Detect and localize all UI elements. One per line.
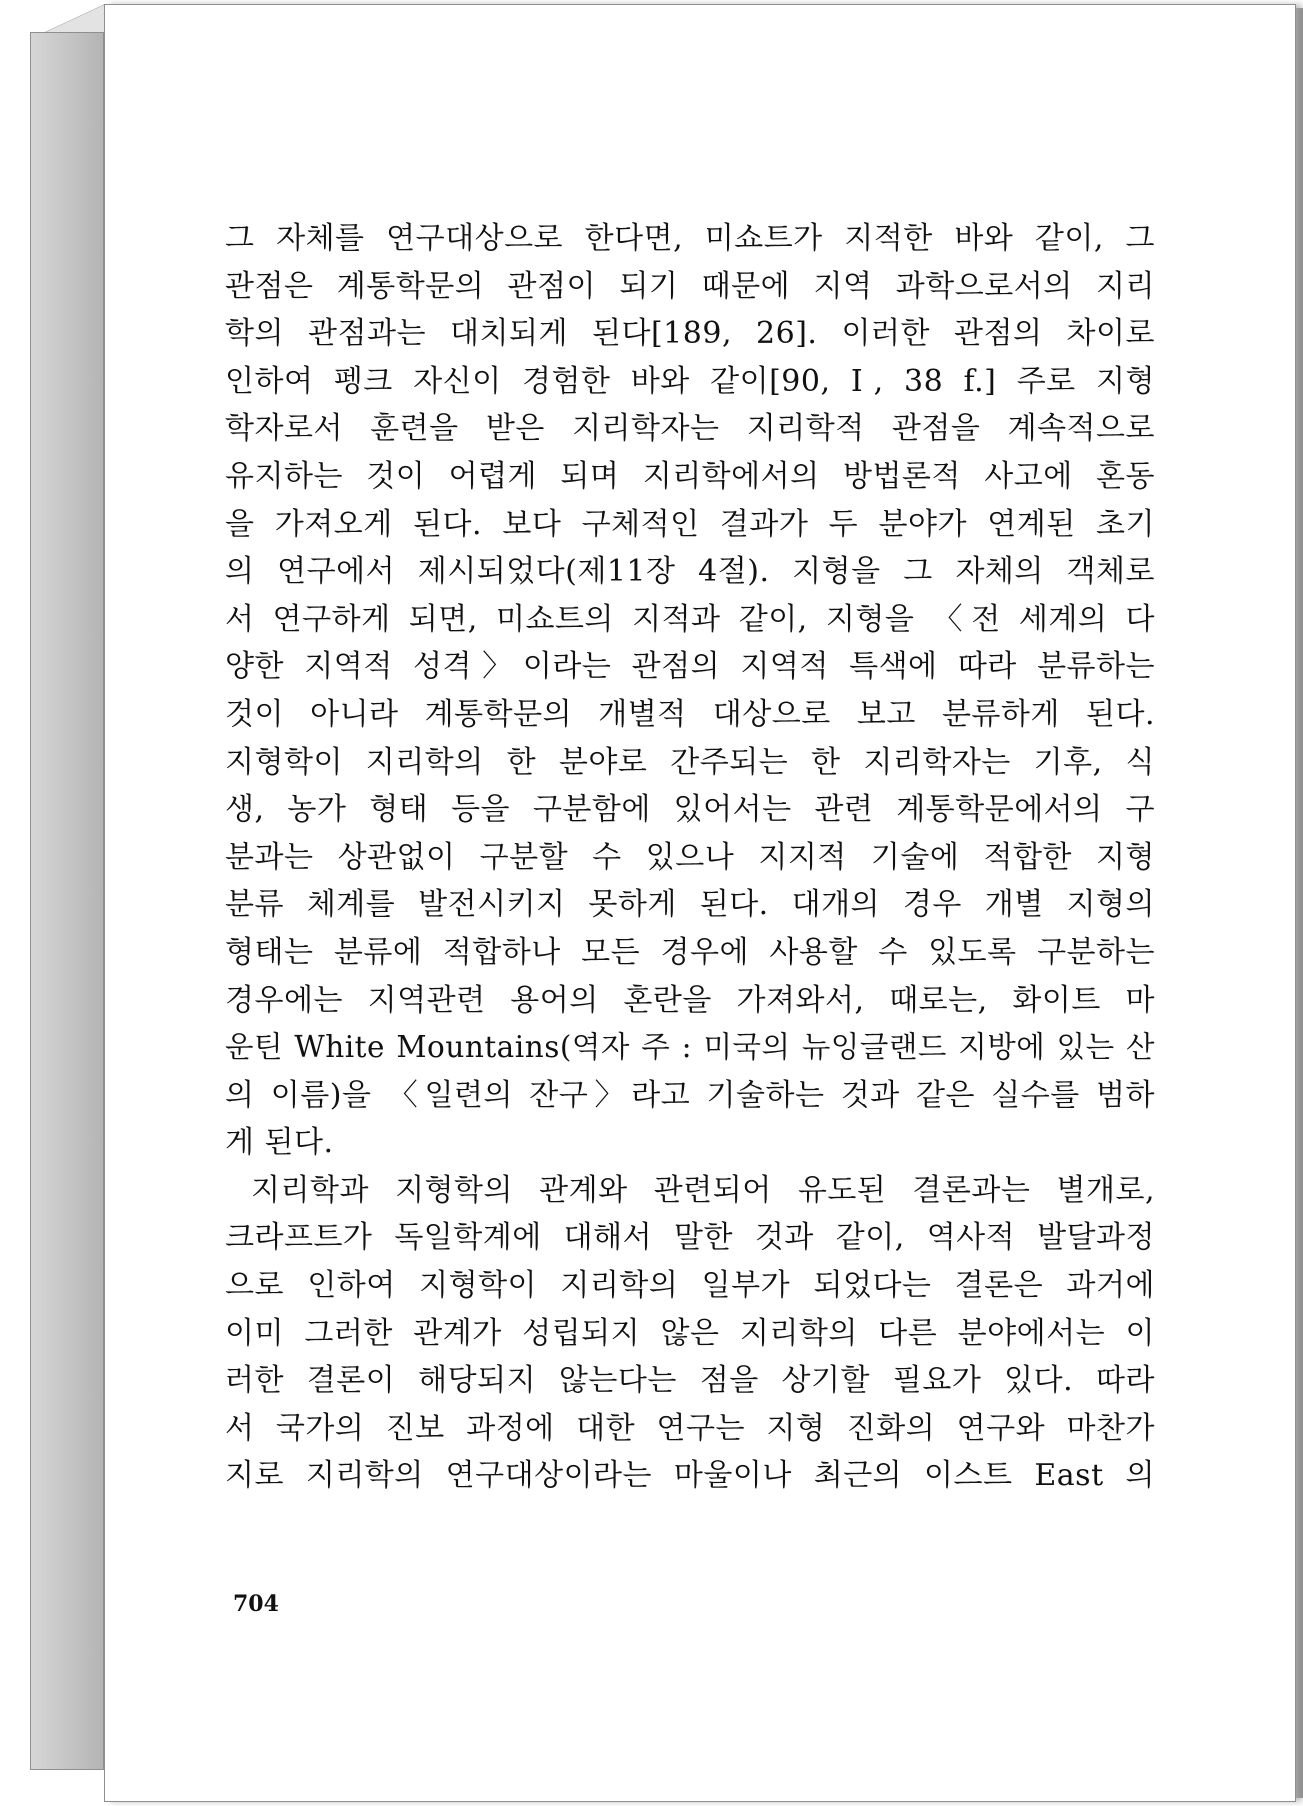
book-spine bbox=[30, 32, 104, 1770]
text-line: 유지하는 것이 어렵게 되며 지리학에서의 방법론적 사고에 혼동 bbox=[225, 458, 1155, 494]
text-line: 관점은 계통학문의 관점이 되기 때문에 지역 과학으로서의 지리 bbox=[225, 268, 1155, 304]
page-shadow bbox=[1296, 8, 1303, 1798]
page-number: 704 bbox=[233, 1591, 279, 1617]
text-line: 의 연구에서 제시되었다(제11장 4절). 지형을 그 자체의 객체로 bbox=[225, 554, 1155, 590]
body-text bbox=[225, 215, 1155, 1500]
text-line: 을 가져오게 된다. 보다 구체적인 결과가 두 분야가 연계된 초기 bbox=[225, 506, 1155, 542]
text-line: 지형학이 지리학의 한 분야로 간주되는 한 지리학자는 기후, 식 bbox=[225, 744, 1155, 780]
text-line: 지리학과 지형학의 관계와 관련되어 유도된 결론과는 별개로, bbox=[251, 1172, 1155, 1208]
document-page bbox=[104, 4, 1296, 1802]
text-line: 분류 체계를 발전시키지 못하게 된다. 대개의 경우 개별 지형의 bbox=[225, 887, 1155, 923]
text-line: 경우에는 지역관련 용어의 혼란을 가져와서, 때로는, 화이트 마 bbox=[225, 982, 1155, 1018]
text-line: 학의 관점과는 대치되게 된다[189, 26]. 이러한 관점의 차이로 bbox=[225, 316, 1155, 352]
text-line: 것이 아니라 계통학문의 개별적 대상으로 보고 분류하게 된다. bbox=[225, 696, 1155, 732]
text-line: 형태는 분류에 적합하나 모든 경우에 사용할 수 있도록 구분하는 bbox=[225, 934, 1155, 970]
text-line: 운틴 White Mountains(역자 주 : 미국의 뉴잉글랜드 지방에 있는 산 bbox=[225, 1030, 1155, 1065]
text-line: 의 이름)을 〈일련의 잔구〉라고 기술하는 것과 같은 실수를 범하 bbox=[225, 1077, 1155, 1113]
text-line: 양한 지역적 성격〉이라는 관점의 지역적 특색에 따라 분류하는 bbox=[225, 649, 1155, 685]
text-line: 그 자체를 연구대상으로 한다면, 미쇼트가 지적한 바와 같이, 그 bbox=[225, 221, 1155, 256]
text-line: 게 된다. bbox=[225, 1125, 334, 1161]
text-line: 크라프트가 독일학계에 대해서 말한 것과 같이, 역사적 발달과정 bbox=[225, 1220, 1155, 1256]
text-line: 생, 농가 형태 등을 구분함에 있어서는 관련 계통학문에서의 구 bbox=[225, 792, 1155, 828]
text-line: 이미 그러한 관계가 성립되지 않은 지리학의 다른 분야에서는 이 bbox=[225, 1315, 1155, 1351]
text-line: 지로 지리학의 연구대상이라는 마울이나 최근의 이스트 East 의 bbox=[225, 1458, 1155, 1494]
text-line: 인하여 펭크 자신이 경험한 바와 같이[90, Ⅰ, 38 f.] 주로 지형 bbox=[225, 363, 1155, 399]
text-line: 으로 인하여 지형학이 지리학의 일부가 되었다는 결론은 과거에 bbox=[225, 1268, 1155, 1304]
text-line: 학자로서 훈련을 받은 지리학자는 지리학적 관점을 계속적으로 bbox=[225, 411, 1155, 447]
text-line: 서 연구하게 되면, 미쇼트의 지적과 같이, 지형을 〈전 세계의 다 bbox=[225, 601, 1155, 637]
text-line: 분과는 상관없이 구분할 수 있으나 지지적 기술에 적합한 지형 bbox=[225, 839, 1155, 875]
text-line: 러한 결론이 해당되지 않는다는 점을 상기할 필요가 있다. 따라 bbox=[225, 1363, 1155, 1399]
text-line: 서 국가의 진보 과정에 대한 연구는 지형 진화의 연구와 마찬가 bbox=[225, 1410, 1155, 1446]
